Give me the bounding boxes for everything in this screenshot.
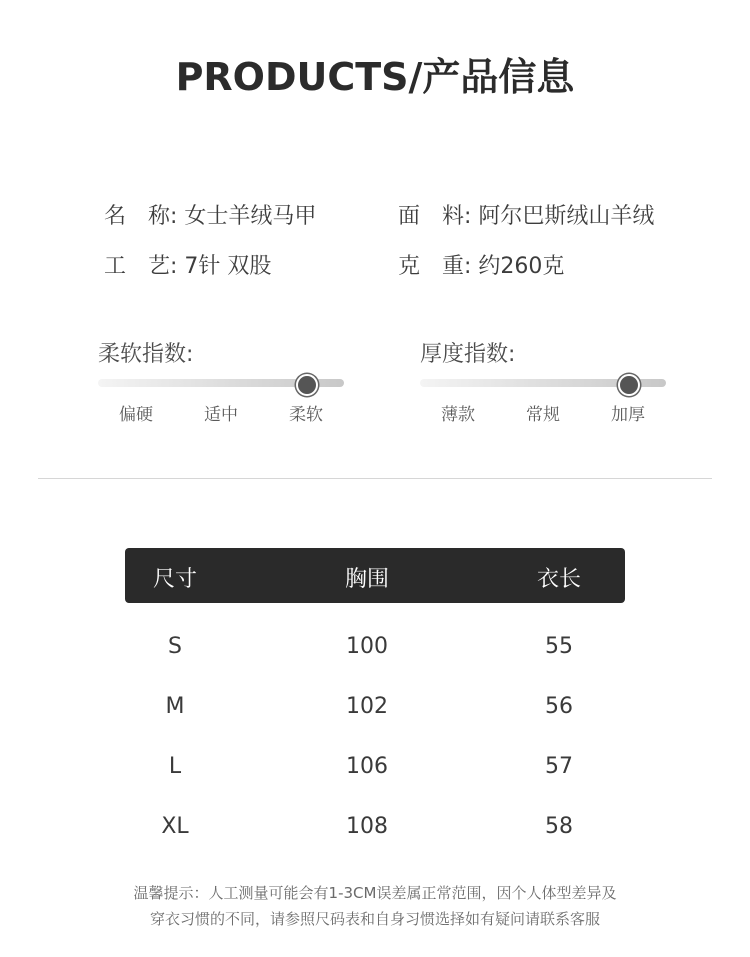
cell-chest: 106	[346, 754, 388, 779]
name-label: 名 称:	[104, 204, 178, 229]
page-title: PRODUCTS/产品信息	[175, 55, 575, 99]
cell-length: 58	[545, 814, 573, 839]
weight-value: 约260克	[478, 254, 565, 279]
note-line-1: 温馨提示：人工测量可能会有1-3CM误差属正常范围，因个人体型差异及	[133, 884, 617, 902]
softness-title: 柔软指数:	[98, 342, 194, 367]
thickness-title: 厚度指数:	[420, 342, 516, 367]
thickness-tick-mid: 常规	[526, 405, 560, 425]
thickness-tick-low: 薄款	[441, 405, 475, 425]
info-weight	[398, 249, 564, 280]
softness-tick-mid: 适中	[204, 405, 238, 425]
header-length: 衣长	[536, 567, 581, 592]
thickness-tick-high: 加厚	[611, 405, 645, 425]
thickness-knob	[618, 374, 640, 396]
cell-size: L	[168, 754, 182, 779]
cell-length: 56	[545, 694, 573, 719]
cell-length: 55	[545, 634, 573, 659]
info-craft	[104, 249, 271, 280]
fabric-label: 面 料:	[398, 204, 472, 229]
cell-chest: 108	[346, 814, 388, 839]
fabric-value: 阿尔巴斯绒山羊绒	[478, 204, 655, 229]
cell-size: XL	[161, 814, 189, 839]
info-fabric	[398, 199, 654, 230]
section-divider	[38, 478, 712, 479]
cell-chest: 100	[346, 634, 388, 659]
softness-tick-high: 柔软	[289, 405, 323, 425]
softness-knob	[296, 374, 318, 396]
header-chest: 胸围	[344, 567, 389, 592]
craft-label: 工 艺:	[104, 254, 178, 279]
cell-chest: 102	[346, 694, 388, 719]
name-value: 女士羊绒马甲	[184, 204, 317, 229]
info-name	[104, 199, 316, 230]
cell-size: S	[168, 634, 182, 659]
size-table-header	[125, 548, 625, 603]
header-size: 尺寸	[152, 567, 197, 592]
craft-value: 7针 双股	[184, 254, 272, 279]
softness-tick-low: 偏硬	[119, 405, 153, 425]
cell-size: M	[165, 694, 185, 719]
weight-label: 克 重:	[398, 254, 472, 279]
note-line-2: 穿衣习惯的不同，请参照尺码表和自身习惯选择如有疑问请联系客服	[149, 910, 600, 928]
cell-length: 57	[545, 754, 573, 779]
